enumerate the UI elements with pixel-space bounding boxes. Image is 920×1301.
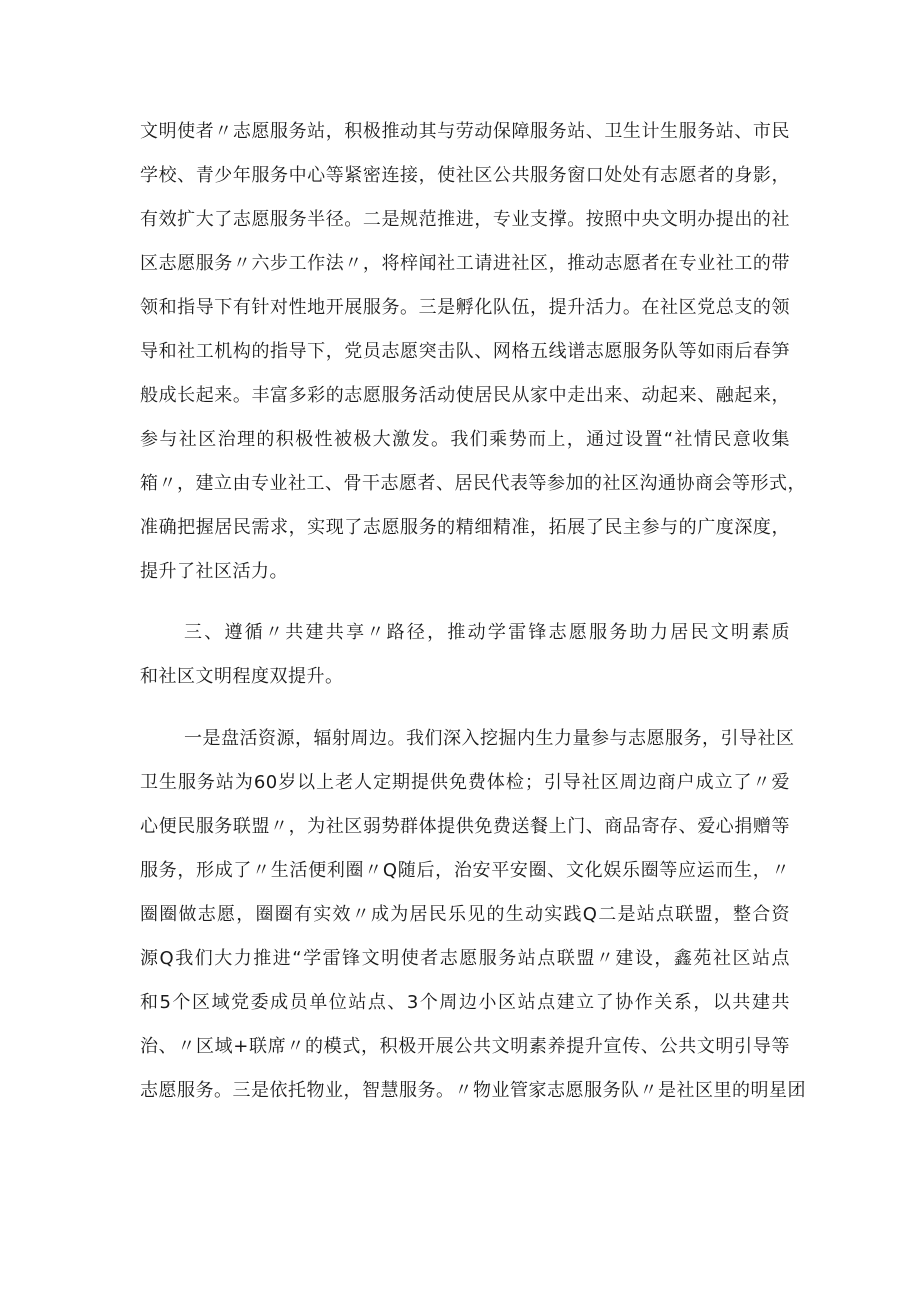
text-line: 准确把握居民需求，实现了志愿服务的精细精准，拓展了民主参与的广度深度， <box>140 517 790 538</box>
text-line: 箱〃，建立由专业社工、骨干志愿者、居民代表等参加的社区沟通协商会等形式， <box>140 473 806 494</box>
text-line: 导和社工机构的指导下，党员志愿突击队、网格五线谱志愿服务队等如雨后春笋 <box>140 341 790 362</box>
text-line: 治、〃区域+联席〃的模式，积极开展公共文明素养提升宣传、公共文明引导等 <box>140 1036 790 1057</box>
text-line: 领和指导下有针对性地开展服务。三是孵化队伍，提升活力。在社区党总支的领 <box>140 297 790 318</box>
text-line: 志愿服务。三是依托物业，智慧服务。〃物业管家志愿服务队〃是社区里的明星团 <box>140 1080 806 1101</box>
text-line: 学校、青少年服务中心等紧密连接，使社区公共服务窗口处处有志愿者的身影， <box>140 165 790 186</box>
section-heading-line: 三、遵循〃共建共享〃路径，推动学雷锋志愿服务助力居民文明素质 <box>184 622 790 643</box>
section-heading-line: 和社区文明程度双提升。 <box>140 666 344 687</box>
text-line: 文明使者〃志愿服务站，积极推动其与劳动保障服务站、卫生计生服务站、市民 <box>140 121 790 142</box>
text-line: 和5个区域党委成员单位站点、3个周边小区站点建立了协作关系，以共建共 <box>140 992 790 1013</box>
text-line: 参与社区治理的积极性被极大激发。我们乘势而上，通过设置“社情民意收集 <box>140 429 790 450</box>
text-line: 源Q我们大力推进“学雷锋文明使者志愿服务站点联盟〃建设，鑫苑社区站点 <box>140 948 790 969</box>
text-line: 般成长起来。丰富多彩的志愿服务活动使居民从家中走出来、动起来、融起来， <box>140 385 790 406</box>
text-line: 区志愿服务〃六步工作法〃，将梓闻社工请进社区，推动志愿者在专业社工的带 <box>140 253 790 274</box>
text-line: 心便民服务联盟〃，为社区弱势群体提供免费送餐上门、商品寄存、爱心捐赠等 <box>140 816 790 837</box>
text-line: 提升了社区活力。 <box>140 561 288 582</box>
text-line: 有效扩大了志愿服务半径。二是规范推进，专业支撑。按照中央文明办提出的社 <box>140 209 790 230</box>
text-line: 一是盘活资源，辐射周边。我们深入挖掘内生力量参与志愿服务，引导社区 <box>184 728 795 749</box>
text-line: 圈圈做志愿，圈圈有实效〃成为居民乐见的生动实践Q二是站点联盟，整合资 <box>140 904 790 925</box>
text-line: 卫生服务站为60岁以上老人定期提供免费体检；引导社区周边商户成立了〃爱 <box>140 772 790 793</box>
text-line: 服务，形成了〃生活便利圈〃Q随后，治安平安圈、文化娱乐圈等应运而生，〃 <box>140 860 790 881</box>
